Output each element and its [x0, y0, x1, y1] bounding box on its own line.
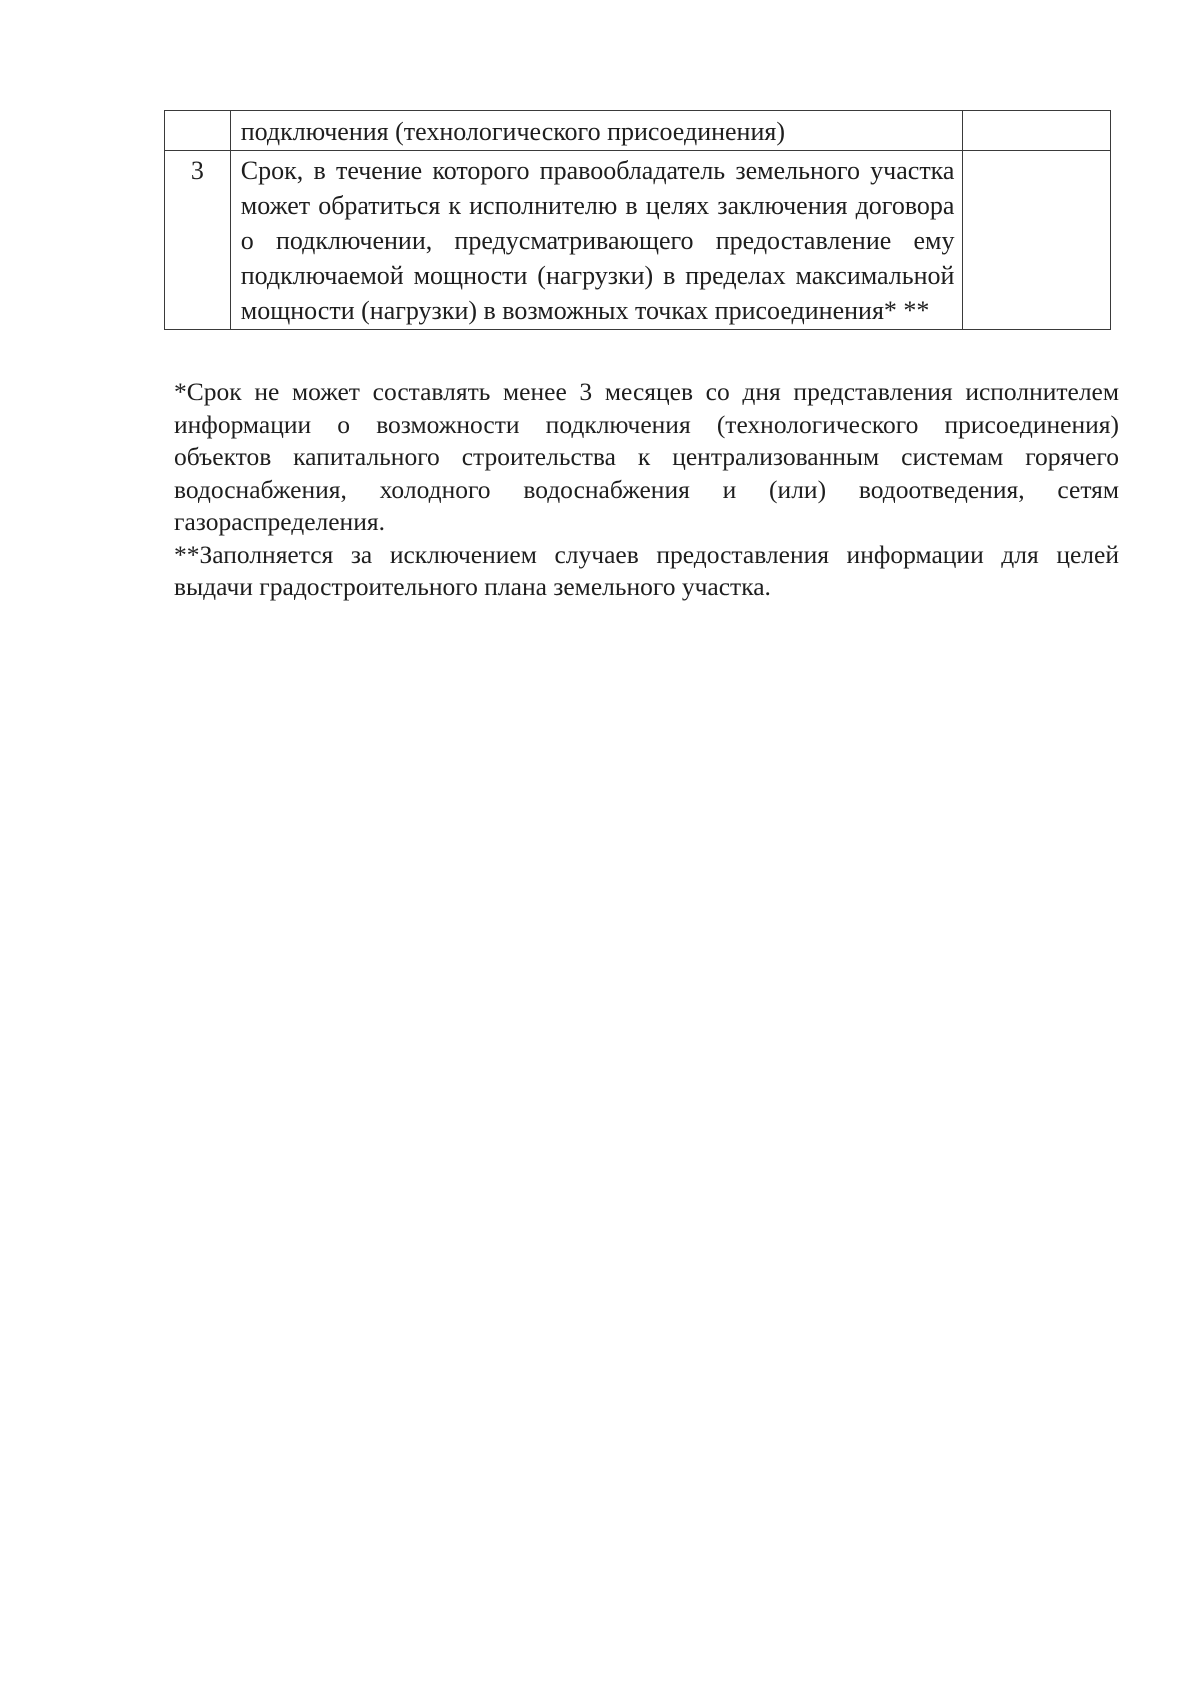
table-row	[165, 111, 1111, 151]
table-row	[165, 151, 1111, 330]
row-description-cell	[230, 111, 963, 151]
row-description-text: подключения (технологического присоединения)	[240, 117, 786, 146]
row-value-cell	[963, 151, 1111, 330]
footnotes	[174, 376, 1119, 604]
connection-info-table	[164, 110, 1111, 330]
row-number-cell: 3	[165, 151, 231, 330]
row-description-text: Срок, в течение которого правообладатель земельного участка может обратиться к исполнителю в целях заключения договора о подключении, предусматривающего предоставление ему подключаемой мощности (нагрузки) в пределах максимальной мощности (нагрузки) в возможных точках присоединения* **	[240, 156, 955, 325]
footnote-exception: **Заполняется за исключением случаев предоставления информации для целей выдачи градостроительного плана земельного участка.	[174, 539, 1119, 601]
row-value-cell	[963, 111, 1111, 151]
footnote-term: *Срок не может составлять менее 3 месяцев со дня представления исполнителем информации о возможности подключения (технологического присоединения) объектов капитального строительства к централизованным системам горячего водоснабжения, холодного водоснабжения и (или) водоотведения, сетям газораспределения.	[174, 377, 1119, 536]
row-description-cell	[230, 151, 963, 330]
row-number-cell	[165, 111, 231, 151]
